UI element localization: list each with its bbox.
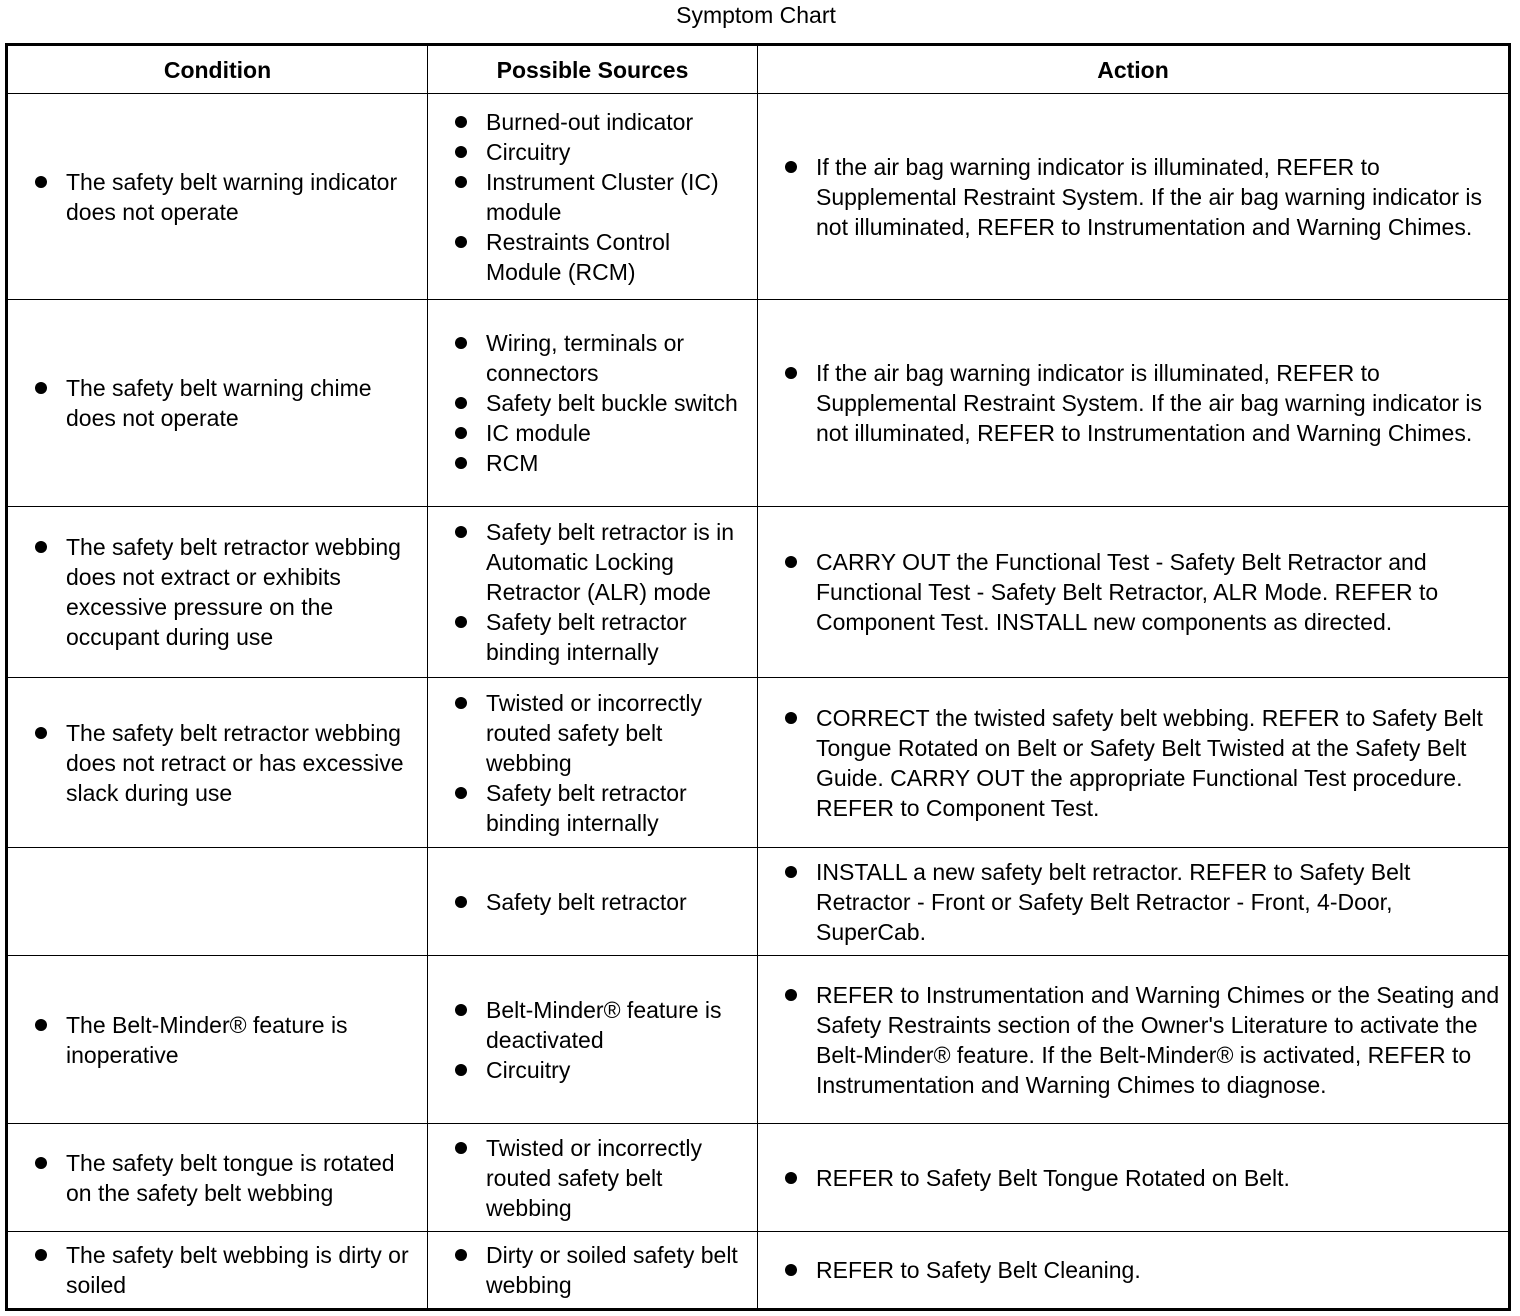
bullet-list (8, 367, 427, 439)
bullet-list (8, 1004, 427, 1076)
bullet-list (428, 1127, 757, 1229)
condition-cell (7, 848, 428, 956)
bullet-list (428, 101, 757, 293)
table-row (7, 1124, 1510, 1232)
possible-sources-cell (428, 507, 758, 678)
bullet-list (428, 682, 757, 844)
bullet-list (758, 146, 1508, 248)
bullet-item: RCM (428, 448, 751, 478)
bullet-item: Circuitry (428, 137, 751, 167)
action-cell (758, 94, 1510, 300)
bullet-list (758, 1157, 1508, 1199)
condition-cell (7, 956, 428, 1124)
bullet-list (758, 974, 1508, 1106)
bullet-item: REFER to Safety Belt Tongue Rotated on Belt. (758, 1163, 1500, 1193)
action-cell (758, 300, 1510, 507)
condition-cell (7, 1232, 428, 1310)
bullet-list (8, 526, 427, 658)
possible-sources-cell (428, 1232, 758, 1310)
action-cell (758, 956, 1510, 1124)
bullet-item: Dirty or soiled safety belt webbing (428, 1240, 751, 1300)
bullet-item: Safety belt retractor (428, 887, 751, 917)
bullet-item: Twisted or incorrectly routed safety belt webbing (428, 688, 751, 778)
possible-sources-cell (428, 300, 758, 507)
bullet-list (428, 881, 757, 923)
bullet-item: CARRY OUT the Functional Test - Safety Belt Retractor and Functional Test - Safety Belt Retractor, ALR Mode. REFER to Component Test. INSTALL new components as directed. (758, 547, 1500, 637)
condition-cell (7, 300, 428, 507)
bullet-item: The safety belt retractor webbing does not extract or exhibits excessive pressure on the occupant during use (8, 532, 421, 652)
possible-sources-cell (428, 956, 758, 1124)
bullet-list (8, 1234, 427, 1306)
bullet-item: The safety belt warning indicator does not operate (8, 167, 421, 227)
bullet-item: Wiring, terminals or connectors (428, 328, 751, 388)
bullet-item: Twisted or incorrectly routed safety belt webbing (428, 1133, 751, 1223)
condition-cell (7, 507, 428, 678)
table-row (7, 678, 1510, 848)
condition-cell (7, 678, 428, 848)
action-cell (758, 1232, 1510, 1310)
bullet-item: If the air bag warning indicator is illuminated, REFER to Supplemental Restraint System. If the air bag warning indicator is not illuminated, REFER to Instrumentation and Warning Chimes. (758, 152, 1500, 242)
table-row (7, 300, 1510, 507)
bullet-list (428, 322, 757, 484)
bullet-item: The safety belt retractor webbing does not retract or has excessive slack during use (8, 718, 421, 808)
header-condition: Condition (7, 45, 428, 94)
condition-cell (7, 94, 428, 300)
bullet-item: Instrument Cluster (IC) module (428, 167, 751, 227)
header-possible-sources: Possible Sources (428, 45, 758, 94)
action-cell (758, 507, 1510, 678)
bullet-item: CORRECT the twisted safety belt webbing. REFER to Safety Belt Tongue Rotated on Belt or Safety Belt Twisted at the Safety Belt Guide. CARRY OUT the appropriate Functional Test procedure. REFER to Component Test. (758, 703, 1500, 823)
bullet-item: Safety belt retractor binding internally (428, 778, 751, 838)
action-cell (758, 678, 1510, 848)
bullet-item: REFER to Instrumentation and Warning Chimes or the Seating and Safety Restraints section of the Owner's Literature to activate the Belt-Minder® feature. If the Belt-Minder® is activated, REFER to Instrumentation and Warning Chimes to diagnose. (758, 980, 1500, 1100)
bullet-list (8, 161, 427, 233)
bullet-list (428, 511, 757, 673)
possible-sources-cell (428, 94, 758, 300)
bullet-item: Safety belt retractor is in Automatic Locking Retractor (ALR) mode (428, 517, 751, 607)
table-row (7, 1232, 1510, 1310)
bullet-list (8, 1142, 427, 1214)
table-row (7, 94, 1510, 300)
condition-cell (7, 1124, 428, 1232)
bullet-item: Safety belt buckle switch (428, 388, 751, 418)
symptom-table (5, 43, 1511, 1311)
bullet-list (758, 541, 1508, 643)
bullet-item: Safety belt retractor binding internally (428, 607, 751, 667)
bullet-list (428, 989, 757, 1091)
possible-sources-cell (428, 1124, 758, 1232)
possible-sources-cell (428, 678, 758, 848)
bullet-item: If the air bag warning indicator is illuminated, REFER to Supplemental Restraint System. If the air bag warning indicator is not illuminated, REFER to Instrumentation and Warning Chimes. (758, 358, 1500, 448)
table-row (7, 956, 1510, 1124)
bullet-item: Circuitry (428, 1055, 751, 1085)
bullet-list (758, 352, 1508, 454)
action-cell (758, 848, 1510, 956)
bullet-item: The Belt-Minder® feature is inoperative (8, 1010, 421, 1070)
bullet-list (758, 851, 1508, 953)
action-cell (758, 1124, 1510, 1232)
table-row (7, 848, 1510, 956)
bullet-item: Belt-Minder® feature is deactivated (428, 995, 751, 1055)
bullet-item: IC module (428, 418, 751, 448)
bullet-item: Burned-out indicator (428, 107, 751, 137)
bullet-list (758, 1249, 1508, 1291)
bullet-item: INSTALL a new safety belt retractor. REFER to Safety Belt Retractor - Front or Safety Belt Retractor - Front, 4-Door, SuperCab. (758, 857, 1500, 947)
bullet-item: The safety belt webbing is dirty or soiled (8, 1240, 421, 1300)
bullet-item: The safety belt tongue is rotated on the safety belt webbing (8, 1148, 421, 1208)
bullet-item: Restraints Control Module (RCM) (428, 227, 751, 287)
bullet-list (428, 1234, 757, 1306)
chart-title: Symptom Chart (676, 2, 836, 28)
bullet-item: The safety belt warning chime does not operate (8, 373, 421, 433)
bullet-list (758, 697, 1508, 829)
bullet-item: REFER to Safety Belt Cleaning. (758, 1255, 1500, 1285)
bullet-list (8, 712, 427, 814)
header-action: Action (758, 45, 1510, 94)
table-row (7, 507, 1510, 678)
header-row (7, 45, 1510, 94)
possible-sources-cell (428, 848, 758, 956)
